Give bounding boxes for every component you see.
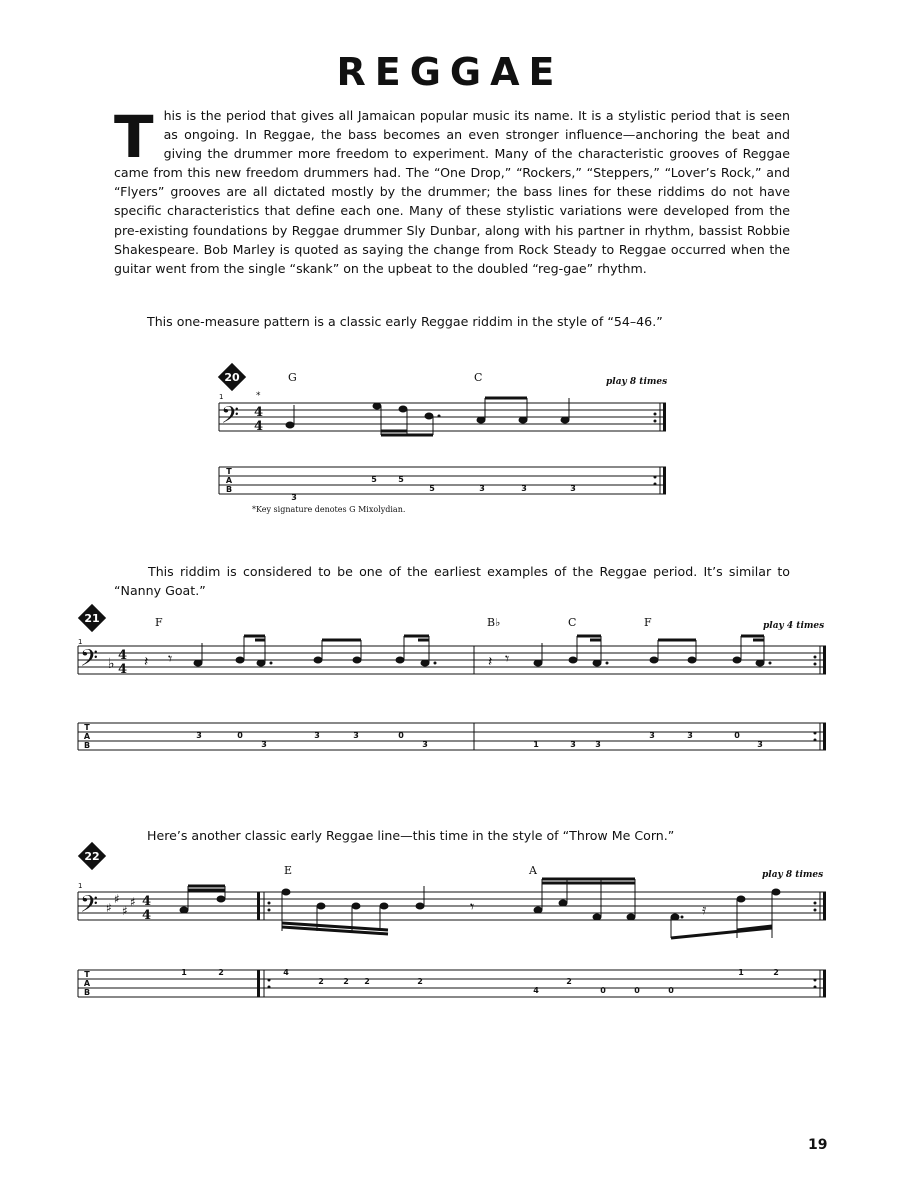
tab-number: 0: [634, 986, 640, 995]
example-number: 22: [84, 850, 100, 863]
measure-number: 1: [219, 393, 224, 401]
tab-lines: [78, 970, 826, 997]
tab-label: T: [84, 723, 90, 732]
tab-number: 3: [314, 731, 320, 740]
tab-label: T: [226, 467, 232, 476]
page-title: REGGAE: [336, 50, 564, 94]
tab-number: 3: [649, 731, 655, 740]
tab-number: 1: [533, 740, 539, 749]
svg-text:♯: ♯: [114, 892, 120, 906]
eighth-rest-icon: 𝄾: [168, 649, 173, 668]
tab-lines: [219, 467, 666, 494]
bass-clef-icon: 𝄢: [221, 401, 240, 434]
tab-number: 0: [398, 731, 404, 740]
chord-symbol: G: [288, 371, 297, 384]
intro-text: his is the period that gives all Jamaican popular music its name. It is a stylistic period that is seen as ongoing. In Reggae, the bass becomes an even stronger influence—anchoring the beat and giving the drummer more freedom to experiment. Many of the characteristic grooves of Reggae came from this new freedom drummers had. The “One Drop,” “Rockers,” “Steppers,” “Lover’s Rock,” and “Flyers” grooves are all dictated mostly by the drummer; the bass lines for these riddims do not have specific characteristics that define each one. Many of these stylistic variations were developed from the pre-existing foundations by Reggae drummer Sly Dunbar, along with his partner in rhythm, bassist Robbie Shakespeare. Bob Marley is quoted as saying the change from Rock Steady to Reggae occurred when the guitar went from the single “skank” on the upbeat to the doubled “reg-gae” rhythm.: [114, 108, 790, 276]
tab-label: B: [83, 741, 91, 750]
tab-number: 2: [773, 968, 779, 977]
time-signature-top: 4: [254, 405, 264, 420]
staff-lines: [78, 646, 826, 674]
bass-clef-icon: 𝄢: [80, 890, 99, 923]
tab-label: A: [83, 979, 91, 988]
tab-number: 5: [371, 475, 377, 484]
tab-number: 4: [533, 986, 539, 995]
tab-label: B: [83, 988, 91, 997]
tab-number: 1: [738, 968, 744, 977]
tab-number: 3: [422, 740, 428, 749]
staff-lines: [78, 892, 826, 920]
footnote-star: *: [256, 391, 261, 401]
tab-label: A: [83, 732, 91, 741]
tab-number: 5: [429, 484, 435, 493]
time-signature-bottom: 4: [254, 419, 264, 434]
flat-key-signature-icon: ♭: [108, 656, 115, 672]
chord-symbol: F: [644, 616, 652, 629]
tab-number: 4: [283, 968, 289, 977]
tab-label: T: [84, 970, 90, 979]
svg-text:♯: ♯: [130, 895, 136, 909]
tab-number: 5: [398, 475, 404, 484]
chord-symbol: F: [155, 616, 163, 629]
time-signature-bottom: 4: [118, 662, 128, 677]
tab-label: A: [225, 476, 233, 485]
footnote: *Key signature denotes G Mixolydian.: [252, 505, 406, 514]
tab-number: 3: [196, 731, 202, 740]
tab-number: 0: [237, 731, 243, 740]
sharp-key-signature-icon: [106, 892, 136, 918]
tab-number: 2: [343, 977, 349, 986]
measure-number: 1: [78, 638, 83, 646]
svg-text:♯: ♯: [106, 901, 112, 915]
chord-symbol: B♭: [487, 616, 501, 629]
example-number: 20: [224, 371, 240, 384]
chord-symbol: C: [568, 616, 577, 629]
chord-symbol: C: [474, 371, 483, 384]
example-21: [78, 604, 826, 750]
example-20: [218, 363, 667, 514]
tab-number: 2: [417, 977, 423, 986]
page-number: 19: [808, 1137, 828, 1153]
repeat-instruction: play 8 times: [606, 377, 668, 387]
eighth-rest-icon: 𝄾: [470, 897, 475, 916]
eighth-rest-icon: 𝄾: [505, 649, 510, 668]
bass-clef-icon: 𝄢: [80, 644, 99, 677]
tab-number: 3: [261, 740, 267, 749]
chord-symbol: A: [529, 864, 537, 877]
tab-number: 2: [218, 968, 224, 977]
tab-number: 1: [181, 968, 187, 977]
tab-number: 2: [566, 977, 572, 986]
example-20-caption: This one-measure pattern is a classic early Reggae riddim in the style of “54–46.”: [147, 314, 663, 329]
tab-number: 0: [600, 986, 606, 995]
tab-number: 3: [595, 740, 601, 749]
tab-lines: [78, 723, 826, 750]
example-number: 21: [84, 612, 100, 625]
tab-number: 3: [479, 484, 485, 493]
tab-number: 3: [570, 484, 576, 493]
tab-number: 3: [521, 484, 527, 493]
tab-number: 2: [318, 977, 324, 986]
time-signature-top: 4: [118, 648, 128, 663]
tab-number: 2: [364, 977, 370, 986]
chord-symbol: E: [284, 864, 293, 877]
svg-text:♯: ♯: [122, 904, 128, 918]
rest-icon: 𝄽: [488, 654, 493, 670]
repeat-instruction: play 8 times: [762, 870, 824, 880]
tab-number: 0: [668, 986, 674, 995]
example-22-caption: Here’s another classic early Reggae line—this time in the style of “Throw Me Corn.”: [147, 828, 675, 843]
repeat-instruction: play 4 times: [763, 621, 825, 631]
time-signature-top: 4: [142, 894, 152, 909]
example-22: [78, 842, 826, 997]
drop-cap: T: [114, 103, 154, 171]
tab-number: 3: [291, 493, 297, 502]
rest-icon: 𝄽: [144, 654, 149, 670]
example-21-caption: This riddim is considered to be one of the earliest examples of the Reggae period. It’s similar to “Nanny Goat.”: [114, 564, 790, 599]
tab-number: 3: [570, 740, 576, 749]
tab-number: 0: [734, 731, 740, 740]
tab-number: 3: [757, 740, 763, 749]
tab-number: 3: [687, 731, 693, 740]
time-signature-bottom: 4: [142, 908, 152, 923]
notes: [282, 879, 780, 938]
tab-number: 3: [353, 731, 359, 740]
sixteenth-rest-icon: 𝄿: [702, 902, 707, 918]
tab-label: B: [225, 485, 233, 494]
measure-number: 1: [78, 882, 83, 890]
